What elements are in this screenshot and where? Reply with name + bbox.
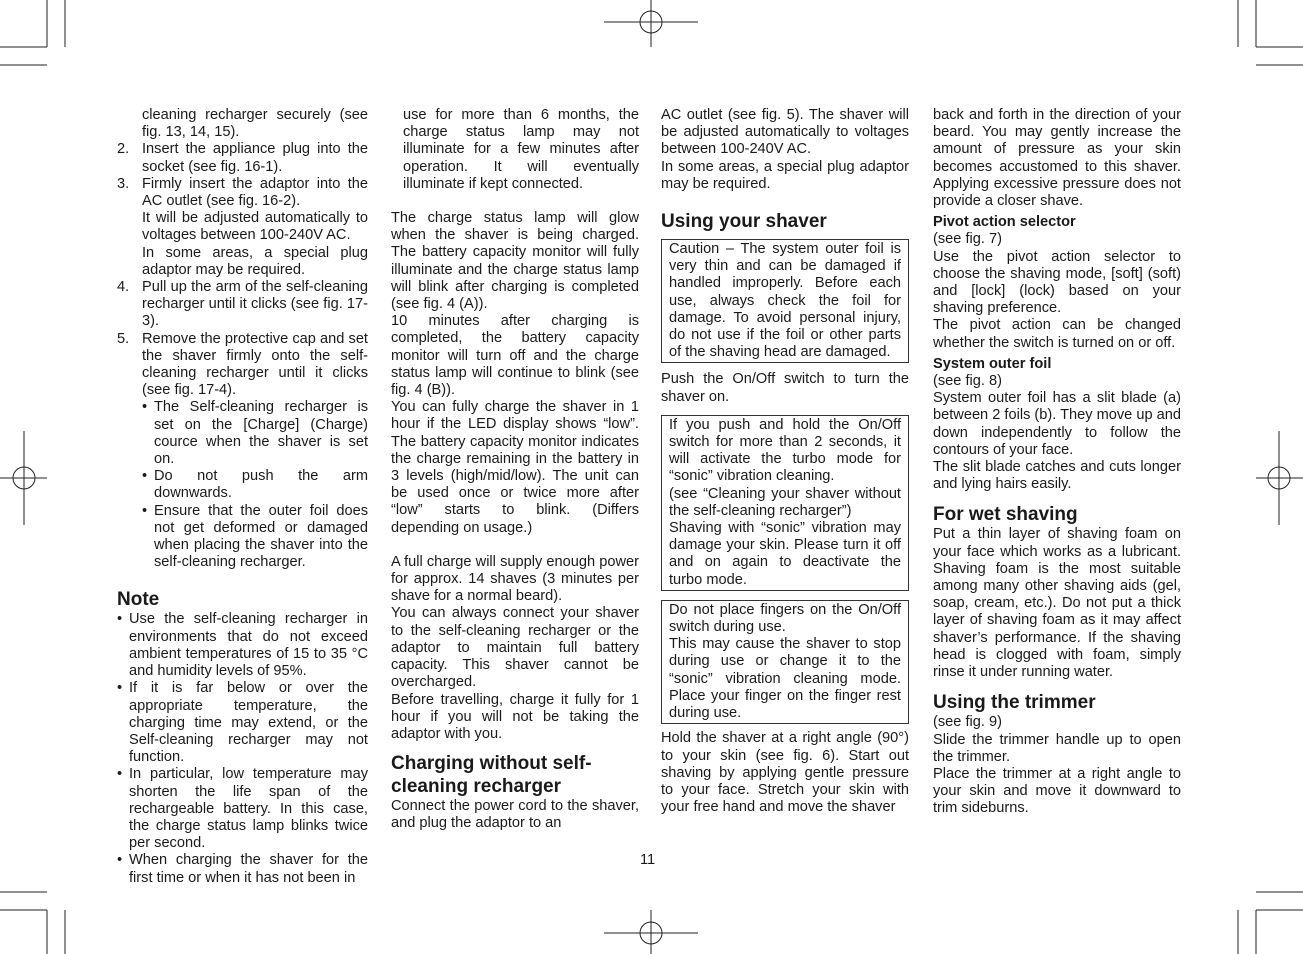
paragraph: Hold the shaver at a right angle (90°) to your skin (see fig. 6). Start out shaving by applying gentle pressure to your face. Stretch your skin with your free hand and move the shaver — [661, 730, 909, 816]
bullet-item: • Do not push the arm downwards. — [142, 468, 368, 502]
section-heading-charging: Charging without self- cleaning recharger — [391, 753, 592, 798]
paragraph: You can fully charge the shaver in 1 hour if the LED display shows “low”. The battery capacity monitor indicates the charge remaining in the battery in 3 levels (high/mid/low). The unit can be used once or twice more after “low” starts to blink. (Differs depending on usage.) — [391, 399, 639, 536]
section-heading-using-shaver: Using your shaver — [661, 211, 827, 233]
box-text: (see “Cleaning your shaver without the self-cleaning recharger”) — [669, 485, 901, 519]
paragraph: System outer foil has a slit blade (a) between 2 foils (b). They move up and down independently to follow the contours of your face. — [933, 390, 1181, 458]
paragraph: 10 minutes after charging is completed, the battery capacity monitor will turn off and the charge status lamp will continue to blink (see fig. 4 (B)). — [391, 313, 639, 399]
subheading-pivot: Pivot action selector — [933, 214, 1076, 231]
subheading-outer-foil: System outer foil — [933, 355, 1052, 372]
finger-warning-box — [661, 600, 909, 724]
paragraph: Place the trimmer at a right angle to your skin and move it downward to trim sideburns. — [933, 765, 1181, 817]
step-detail: In some areas, a special plug adaptor may be required. — [142, 244, 368, 278]
column-2 — [391, 107, 639, 833]
box-text: If you push and hold the On/Off switch for more than 2 seconds, it will activate the turbo mode for “sonic” vibration cleaning. — [669, 416, 901, 485]
figure-ref: (see fig. 9) — [933, 714, 1002, 731]
figure-ref: (see fig. 8) — [933, 373, 1002, 390]
paragraph: The charge status lamp will glow when the shaver is being charged. The battery capacity monitor will fully illuminate and the charge status lamp will blink after charging is completed (see fig. 4 (A)). — [391, 210, 639, 313]
step-item: 5. Remove the protective cap and set the shaver firmly onto the self-cleaning recharger until it clicks (see fig. 17-4). — [117, 330, 368, 399]
note-item: • Use the self-cleaning recharger in environments that do not exceed ambient temperatures of 15 to 35 °C and humidity levels of 95%. — [117, 611, 368, 680]
bullet-item: • The Self-cleaning recharger is set on the [Charge] (Charge) cource when the shaver is set on. — [142, 399, 368, 468]
figure-ref: (see fig. 7) — [933, 231, 1002, 248]
column-4 — [933, 107, 1181, 818]
box-text: This may cause the shaver to stop during use or change it to the “sonic” vibration cleaning mode. Place your finger on the finger rest during use. — [669, 636, 901, 722]
note-continuation: use for more than 6 months, the charge status lamp may not illuminate for a few minutes after operation. It will eventually illuminate if kept connected. — [403, 107, 639, 192]
paragraph: Use the pivot action selector to choose the shaving mode, [soft] (soft) and [lock] (lock) based on your shaving preference. — [933, 248, 1181, 317]
turbo-info-box — [661, 415, 909, 591]
paragraph: Slide the trimmer handle up to open the trimmer. — [933, 731, 1181, 765]
section-heading-wet-shaving: For wet shaving — [933, 504, 1078, 526]
section-heading-trimmer: Using the trimmer — [933, 692, 1096, 714]
note-heading: Note — [117, 589, 160, 611]
step-item: 3. Firmly insert the adaptor into the AC outlet (see fig. 16-2). — [117, 175, 368, 210]
paragraph: Put a thin layer of shaving foam on your face which works as a lubricant. Shaving foam is the most suitable among many other shaving aids (gel, soap, cream, etc.). Do not put a thick layer of shaving foam as it may affect shaver’s performance. If the shaving head is clogged with foam, simply rinse it under running water. — [933, 526, 1181, 681]
paragraph: AC outlet (see fig. 5). The shaver will be adjusted automatically to voltages between 100-240V AC. — [661, 107, 909, 158]
step-continuation: cleaning recharger securely (see fig. 13, 14, 15). — [142, 107, 368, 141]
paragraph: The slit blade catches and cuts longer and lying hairs easily. — [933, 459, 1181, 493]
step-item: 2. Insert the appliance plug into the socket (see fig. 16-1). — [117, 141, 368, 175]
note-item: • When charging the shaver for the first time or when it has not been in — [117, 852, 368, 886]
box-text: Shaving with “sonic” vibration may damage your skin. Please turn it off and on again to deactivate the turbo mode. — [669, 520, 901, 588]
column-3 — [661, 107, 909, 816]
caution-box — [661, 239, 909, 363]
page-number: 11 — [640, 852, 656, 868]
note-item: • If it is far below or over the appropriate temperature, the charging time may extend, or the Self-cleaning recharger may not function. — [117, 680, 368, 766]
paragraph: You can always connect your shaver to the self-cleaning recharger or the adaptor to maintain full battery capacity. This shaver cannot be overcharged. — [391, 605, 639, 691]
paragraph: back and forth in the direction of your beard. You may gently increase the amount of pressure as your skin becomes accustomed to this shaver. Applying excessive pressure does not provide a closer shave. — [933, 107, 1181, 210]
paragraph: A full charge will supply enough power for approx. 14 shaves (3 minutes per shave for a normal beard). — [391, 553, 639, 605]
caution-text: Caution – The system outer foil is very thin and can be damaged if handled improperly. Before each use, always check the foil for damage. To avoid personal injury, do not use if the foil or other parts of the shaving head are damaged. — [669, 241, 901, 361]
note-item: • In particular, low temperature may shorten the life span of the rechargeable battery. In this case, the charge status lamp blinks twice per second. — [117, 766, 368, 852]
paragraph: Push the On/Off switch to turn the shaver on. — [661, 371, 909, 405]
column-1 — [117, 107, 368, 887]
bullet-item: • Ensure that the outer foil does not get deformed or damaged when placing the shaver into the self-cleaning recharger. — [142, 502, 368, 571]
step-item: 4. Pull up the arm of the self-cleaning recharger until it clicks (see fig. 17-3). — [117, 279, 368, 330]
paragraph: In some areas, a special plug adaptor may be required. — [661, 158, 909, 192]
step-detail: It will be adjusted automatically to voltages between 100-240V AC. — [142, 210, 368, 244]
box-text: Do not place fingers on the On/Off switch during use. — [669, 601, 901, 636]
paragraph: Before travelling, charge it fully for 1 hour if you will not be taking the adaptor with you. — [391, 691, 639, 742]
paragraph: Connect the power cord to the shaver, and plug the adaptor to an — [391, 798, 639, 832]
paragraph: The pivot action can be changed whether the switch is turned on or off. — [933, 317, 1181, 351]
